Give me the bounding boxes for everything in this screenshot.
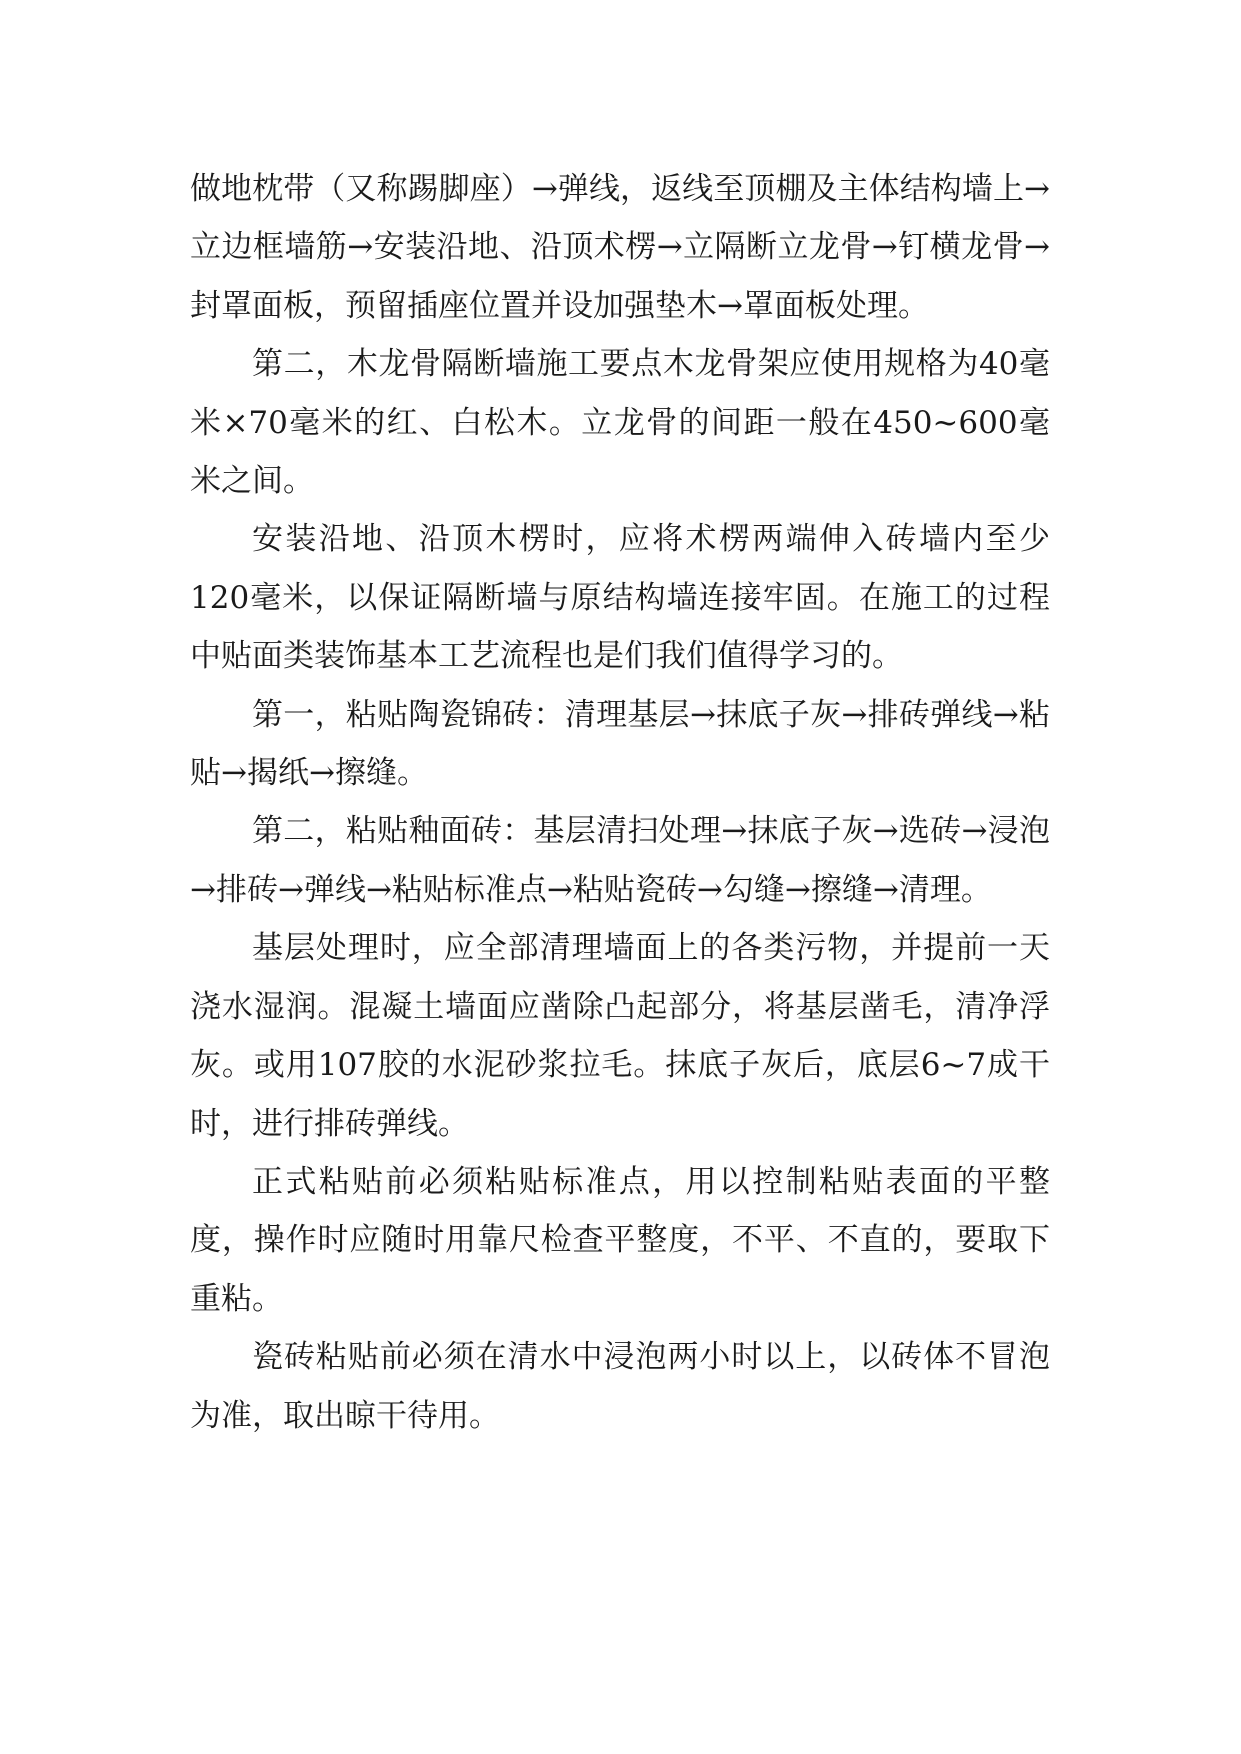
document-body xyxy=(190,160,1050,1445)
paragraph-mosaic-tile: 第一，粘贴陶瓷锦砖：清理基层→抹底子灰→排砖弹线→粘贴→揭纸→擦缝。 xyxy=(190,696,1050,792)
paragraph-glazed-tile: 第二，粘贴釉面砖：基层清扫处理→抹底子灰→选砖→浸泡→排砖→弹线→粘贴标准点→粘贴瓷砖→勾缝→擦缝→清理。 xyxy=(190,813,1050,908)
paragraph-base-treatment: 基层处理时，应全部清理墙面上的各类污物，并提前一天浇水湿润。混凝土墙面应凿除凸起部分，将基层凿毛，清净浮灰。或用107胶的水泥砂浆拉毛。抹底子灰后，底层6~7成干时，进行排砖弹线。 xyxy=(190,930,1050,1142)
paragraph-standard-points: 正式粘贴前必须粘贴标准点，用以控制粘贴表面的平整度，操作时应随时用靠尺检查平整度，不平、不直的，要取下重粘。 xyxy=(190,1163,1050,1317)
paragraph-wood-keel-key-points: 第二，木龙骨隔断墙施工要点木龙骨架应使用规格为40毫米×70毫米的红、白松木。立龙骨的间距一般在450~600毫米之间。 xyxy=(190,346,1050,500)
paragraph-wood-strip-installation: 安装沿地、沿顶木楞时，应将术楞两端伸入砖墙内至少120毫米，以保证隔断墙与原结构墙连接牢固。在施工的过程中贴面类装饰基本工艺流程也是们我们值得学习的。 xyxy=(190,521,1050,675)
paragraph-continuation: 做地枕带（又称踢脚座）→弹线，返线至顶棚及主体结构墙上→立边框墙筋→安装沿地、沿顶术楞→立隔断立龙骨→钉横龙骨→封罩面板，预留插座位置并设加强垫木→罩面板处理。 xyxy=(190,171,1050,324)
paragraph-tile-soaking: 瓷砖粘贴前必须在清水中浸泡两小时以上，以砖体不冒泡为准，取出晾干待用。 xyxy=(190,1339,1050,1434)
